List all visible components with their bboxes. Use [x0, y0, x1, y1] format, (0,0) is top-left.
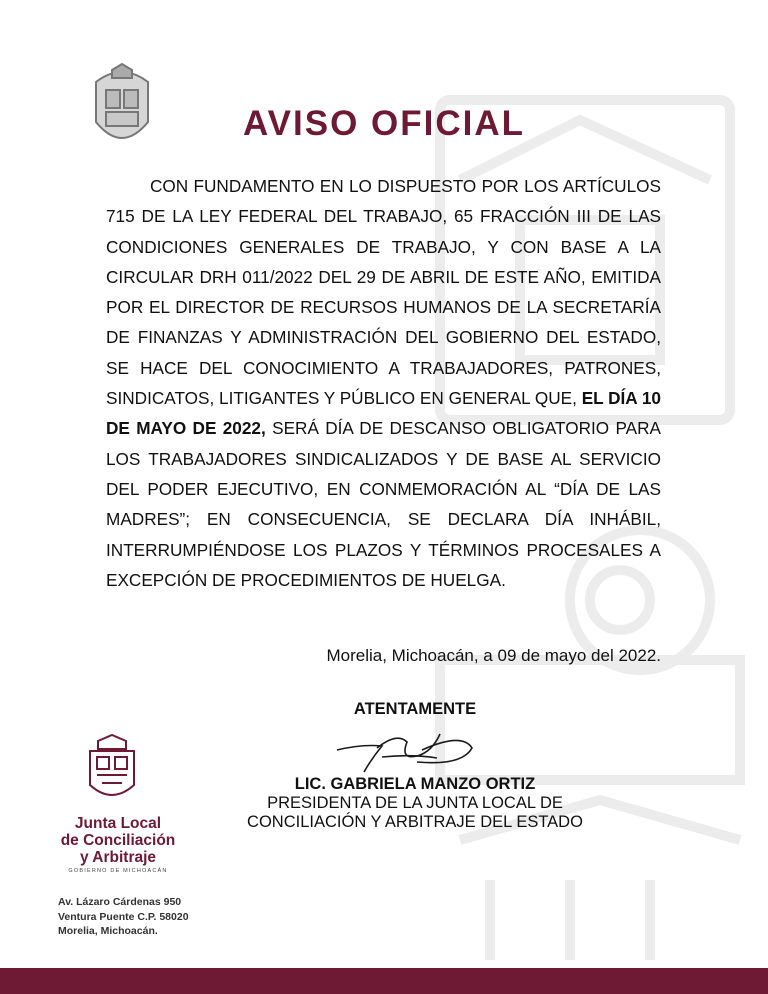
- organization-name: [58, 815, 178, 866]
- page-title: AVISO OFICIAL: [242, 104, 526, 143]
- body-text-date-bold: EL DÍA 10 DE MAYO DE 2022,: [106, 388, 661, 439]
- closing-word: ATENTAMENTE: [353, 700, 477, 718]
- handwritten-signature: [322, 712, 482, 782]
- address-block: [58, 895, 189, 939]
- notice-body: [106, 171, 661, 595]
- place-and-date: Morelia, Michoacán, a 09 de mayo del 2022.: [326, 646, 661, 665]
- footer-bar: [0, 968, 768, 994]
- junta-logo-icon: [84, 733, 140, 807]
- organization-name-line3: y Arbitraje: [79, 849, 157, 866]
- address-line2: Ventura Puente C.P. 58020: [58, 910, 189, 923]
- organization-name-line2: de Conciliación: [60, 832, 176, 849]
- signer-role-line1: PRESIDENTA DE LA JUNTA LOCAL DE: [267, 794, 563, 812]
- body-text-intro: CON FUNDAMENTO EN LO DISPUESTO POR LOS ARTÍCULOS 715 DE LA LEY FEDERAL DEL TRABAJO, 65 FRACCIÓN III DE LAS CONDICIONES GENERALES DE TRABAJO, Y CON BASE A LA CIRCULAR DRH 011/2022 DEL 29 DE ABRIL DE ESTE AÑO, EMITIDA POR EL DIRECTOR DE RECURSOS HUMANOS DE LA SECRETARÍA DE FINANZAS Y ADMINISTRACIÓN DEL GOBIERNO DEL ESTADO, SE HACE DEL CONOCIMIENTO A TRABAJADORES, PATRONES, SINDICATOS, LITIGANTES Y PÚBLICO EN GENERAL QUE,: [106, 176, 661, 409]
- organization-name-line1: Junta Local: [74, 815, 162, 832]
- organization-subtitle: GOBIERNO DE MICHOACÁN: [68, 868, 168, 874]
- body-text-rest: SERÁ DÍA DE DESCANSO OBLIGATORIO PARA LOS TRABAJADORES SINDICALIZADOS Y DE BASE AL SERVICIO DEL PODER EJECUTIVO, EN CONMEMORACIÓN AL “DÍA DE LAS MADRES”; EN CONSECUENCIA, SE DECLARA DÍA INHÁBIL, INTERRUMPIÉNDOSE LOS PLAZOS Y TÉRMINOS PROCESALES A EXCEPCIÓN DE PROCEDIMIENTOS DE HUELGA.: [106, 418, 661, 590]
- address-line3: Morelia, Michoacán.: [58, 925, 158, 937]
- signer-role-line2: CONCILIACIÓN Y ARBITRAJE DEL ESTADO: [247, 813, 583, 831]
- address-line1: Av. Lázaro Cárdenas 950: [58, 896, 182, 908]
- signer-name: LIC. GABRIELA MANZO ORTIZ: [294, 775, 536, 793]
